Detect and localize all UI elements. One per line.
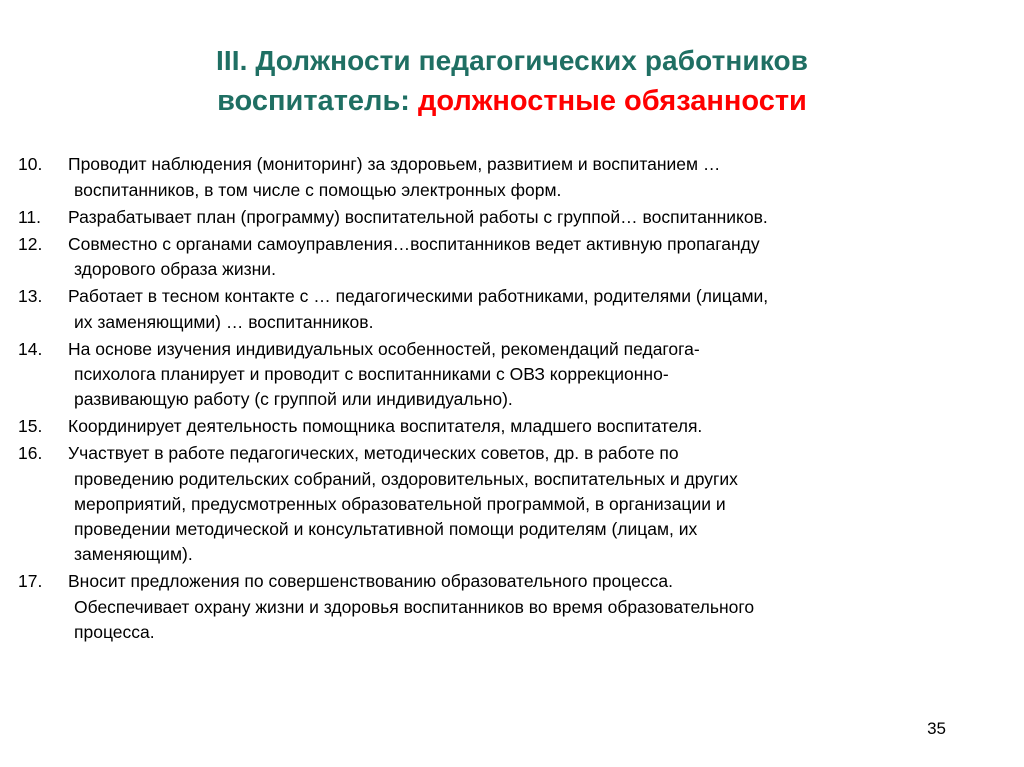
list-item — [10, 284, 994, 334]
page-title-role: воспитатель: — [217, 84, 418, 117]
list-item-number: 13. — [18, 286, 43, 307]
list-item-text — [68, 284, 994, 334]
list-item-text — [68, 441, 994, 567]
list-item-line: развивающую работу (с группой или индивидуально). — [74, 389, 513, 410]
list-item-line: проведении методической и консультативной помощи родителям (лицам, их — [74, 519, 698, 540]
list-item-text — [68, 569, 994, 645]
list-item-line: Обеспечивает охрану жизни и здоровья воспитанников во время образовательного — [74, 596, 755, 617]
list-item-line: Вносит предложения по совершенствованию образовательного процесса. — [68, 571, 673, 592]
page-number: 35 — [927, 719, 946, 738]
list-item-line: психолога планирует и проводит с воспитанниками с ОВЗ коррекционно- — [74, 363, 669, 384]
list-item-text — [68, 205, 994, 230]
list-item-number: 16. — [18, 443, 43, 464]
list-item — [10, 152, 994, 202]
list-item-text — [68, 232, 994, 282]
list-item-line: Участвует в работе педагогических, методических советов, др. в работе по — [68, 443, 679, 464]
list-item-line: Работает в тесном контакте с … педагогическими работниками, родителями (лицами, — [68, 286, 769, 307]
list-item-number: 11. — [18, 206, 42, 227]
duties-list — [0, 152, 1024, 645]
slide-title-block — [0, 0, 1024, 118]
list-item-line: заменяющим). — [74, 544, 193, 565]
list-item — [10, 232, 994, 282]
list-item-line: Координирует деятельность помощника воспитателя, младшего воспитателя. — [68, 416, 703, 437]
list-item-number: 14. — [18, 338, 43, 359]
list-item-number: 15. — [18, 416, 43, 437]
list-item — [10, 205, 994, 230]
list-item-line: проведению родительских собраний, оздоровительных, воспитательных и других — [74, 468, 738, 489]
list-item-line: процесса. — [74, 621, 155, 642]
list-item-number: 10. — [18, 154, 43, 175]
page-title-line-2 — [0, 84, 1024, 119]
list-item — [10, 569, 994, 645]
list-item-text — [68, 337, 994, 413]
list-item-line: мероприятий, предусмотренных образовательной программой, в организации и — [74, 493, 726, 514]
list-item — [10, 337, 994, 413]
list-item-line: Проводит наблюдения (мониторинг) за здоровьем, развитием и воспитанием … — [68, 154, 721, 175]
list-item — [10, 441, 994, 567]
list-item-line: На основе изучения индивидуальных особенностей, рекомендаций педагога- — [68, 338, 700, 359]
list-item-line: воспитанников, в том числе с помощью электронных форм. — [74, 179, 562, 200]
duties-list-container — [0, 152, 1024, 645]
list-item-text — [68, 152, 994, 202]
page-title-highlight: должностные обязанности — [418, 84, 807, 117]
list-item-line: их заменяющими) … воспитанников. — [74, 311, 374, 332]
list-item-text — [68, 414, 994, 439]
list-item-number: 17. — [18, 571, 43, 592]
list-item-line: Совместно с органами самоуправления…воспитанников ведет активную пропаганду — [68, 233, 760, 254]
list-item-line: здорового образа жизни. — [74, 259, 276, 280]
page-title-line-1: III. Должности педагогических работников — [215, 45, 809, 76]
list-item-line: Разрабатывает план (программу) воспитательной работы с группой… воспитанников. — [68, 206, 768, 227]
list-item-number: 12. — [18, 233, 43, 254]
list-item — [10, 414, 994, 439]
